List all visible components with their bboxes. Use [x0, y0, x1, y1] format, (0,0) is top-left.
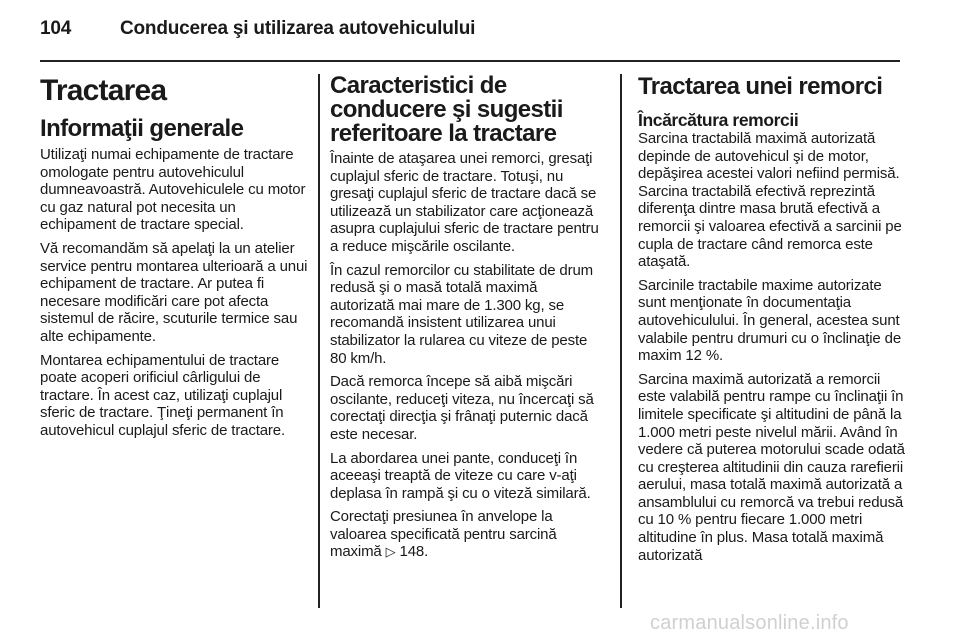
column-middle — [330, 74, 602, 568]
section-heading: Caracteristici de conducere şi sugestii referitoare la tractare — [330, 72, 563, 147]
body-paragraph: În cazul remorcilor cu stabilitate de drum redusă şi o masă totală maximă autorizată mai mare de 1.300 kg, se recomandă insistent utilizarea unui stabilizator la rularea cu viteze de peste 80 km/h. — [330, 261, 593, 367]
body-paragraph: Sarcina maximă autorizată a remorcii este valabilă pentru rampe cu înclinaţii în limitele specificate şi altitudini de până la 1.000 metri peste nivelul mării. Având în vedere că puterea motorului scade odată cu creşterea altitudinii din cauza rarefierii aerului, masa totală maximă autorizată a ansamblului cu remorcă va trebui redusă cu 10 % pentru fiecare 1.000 metri altitudine în plus. Masa totală maximă autorizată — [638, 370, 905, 564]
page-reference-link[interactable]: 148. — [399, 543, 429, 561]
column-divider-2 — [620, 74, 622, 608]
chapter-title: Conducerea şi utilizarea autovehiculului — [120, 18, 476, 39]
body-paragraph: Vă recomandăm să apelaţi la un atelier service pentru montarea ulterioară a unui echipament de tractare. Ar putea fi necesare modificări care pot afecta sistemul de răcire, scuturile termice sau alte echipamente. — [40, 239, 308, 345]
page-number: 104 — [40, 18, 72, 39]
page-header — [40, 18, 900, 48]
body-paragraph: Utilizaţi numai echipamente de tractare omologate pentru autovehiculul dumneavoastră. Autovehiculele cu motor cu gaz natural pot necesita un echipament de tractare special. — [40, 146, 306, 234]
column-right — [638, 74, 906, 570]
column-left — [40, 74, 308, 446]
body-paragraph: Montarea echipamentului de tractare poate acoperi orificiul cârligului de tractare. În acest caz, utilizaţi cuplajul sferic de tractare. Ţineţi permanent în autovehicul cuplajul sferic de tractare. — [40, 351, 285, 439]
body-paragraph: Sarcinile tractabile maxime autorizate sunt menţionate în documentaţia autovehiculului. În general, acestea sunt valabile pentru drumuri cu o înclinaţie de maxim 12 %. — [638, 276, 902, 365]
section-title: Tractarea — [40, 74, 167, 107]
body-paragraph: Înainte de ataşarea unei remorci, gresaţi cuplajul sferic de tractare. Totuşi, nu gresaţi cuplajul sferic de tractare dacă se utilizează un stabilizator care acţionează asupra cuplajului sferic de tractare pentru a reduce mişcările oscilante. — [330, 150, 599, 255]
body-paragraph: Sarcina tractabilă maximă autorizată depinde de autovehicul şi de motor, depăşirea acestei valori nefiind permisă. Sarcina tractabilă efectivă reprezintă diferenţa dintre masa brută efectivă a remorcii şi valoarea efectivă a sarcinii pe cupla de tractare când remorca este ataşată. — [638, 130, 902, 271]
column-divider-1 — [318, 74, 320, 608]
body-paragraph-tire-pressure — [330, 508, 602, 562]
page-reference-arrow-icon: ▷ — [385, 545, 396, 561]
tire-pressure-text: Corectaţi presiunea în anvelope la valoarea specificată pentru sarcină maximă — [330, 508, 557, 561]
body-paragraph: La abordarea unei pante, conduceţi în aceeaşi treaptă de viteze cu care v-aţi deplasa în rampă şi cu o viteză similară. — [330, 449, 591, 502]
watermark: carmanualsonline.info — [650, 612, 849, 634]
header-rule — [40, 60, 900, 62]
section-subtitle: Informaţii generale — [40, 115, 244, 142]
body-paragraph: Dacă remorca începe să aibă mişcări oscilante, reduceţi viteza, nu încercaţi să corectaţi direcţia şi frânaţi puternic dacă este necesar. — [330, 373, 594, 443]
section-heading: Tractarea unei remorci — [638, 73, 883, 100]
section-subheading: Încărcătura remorcii — [638, 110, 799, 130]
